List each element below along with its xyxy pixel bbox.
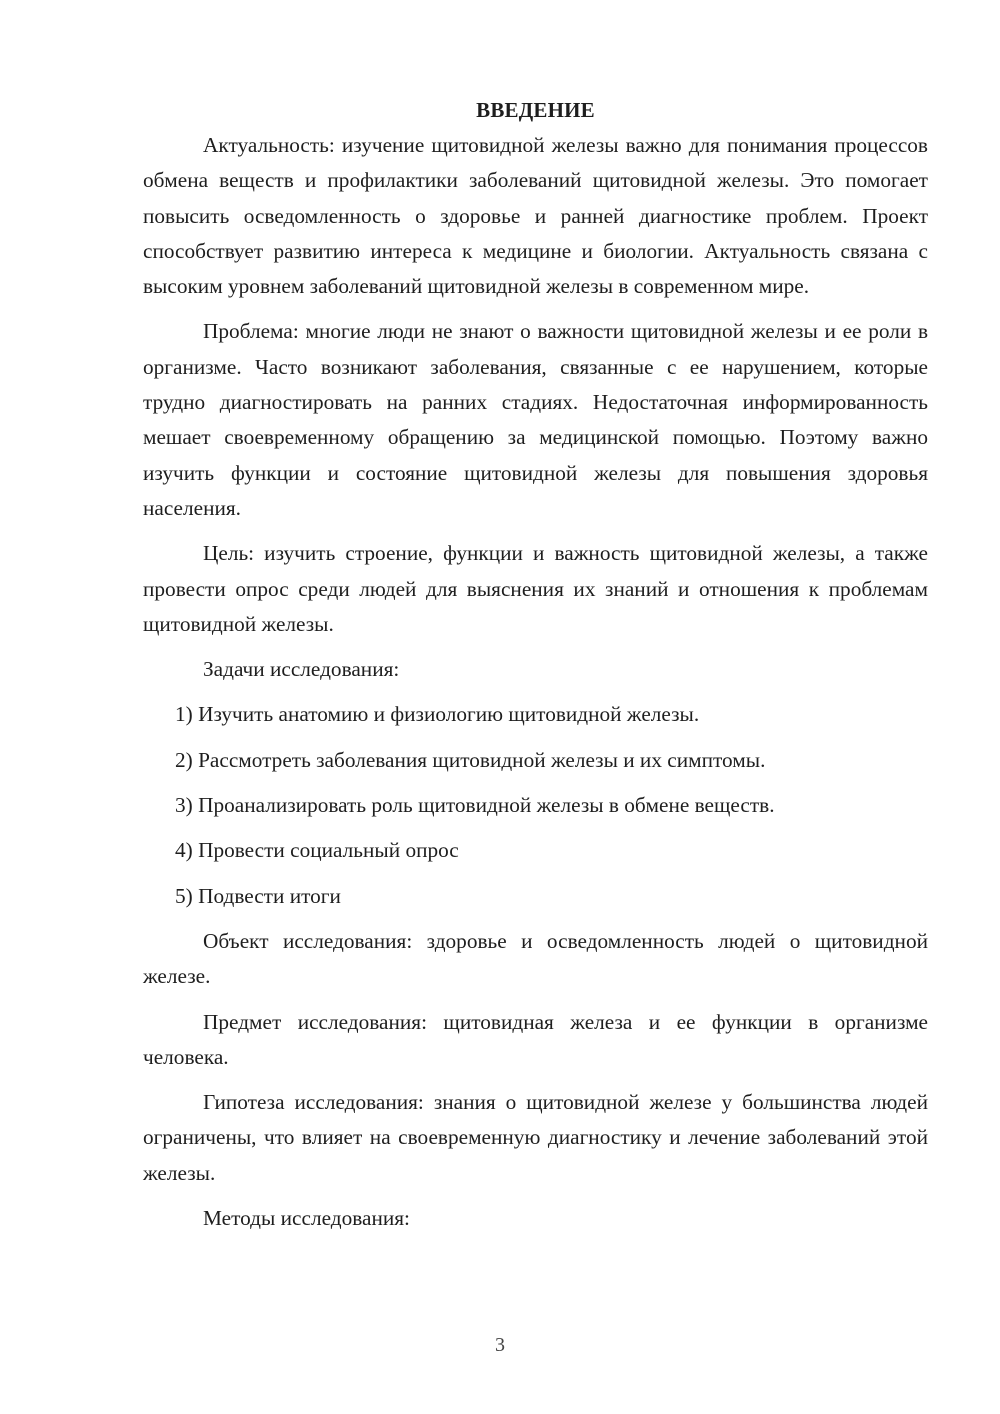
page-number: 3 [495, 1334, 505, 1356]
list-item: 2) Рассмотреть заболевания щитовидной железы и их симптомы. [175, 747, 766, 772]
document-page [143, 92, 928, 1236]
goal-paragraph: Цель: изучить строение, функции и важность щитовидной железы, а также провести опрос среди людей для выяснения их знаний и отношения к проблемам щитовидной железы. [143, 541, 928, 636]
list-item: 5) Подвести итоги [175, 883, 341, 908]
list-item: 4) Провести социальный опрос [175, 838, 459, 863]
methods-title: Методы исследования: [203, 1206, 410, 1231]
section-heading: ВВЕДЕНИЕ [476, 98, 595, 122]
subject-paragraph: Предмет исследования: щитовидная железа и ее функции в организме человека. [143, 1009, 928, 1069]
relevance-paragraph: Актуальность: изучение щитовидной железы важно для понимания процессов обмена веществ и профилактики заболеваний щитовидной железы. Это помогает повысить осведомленность о здоровье и ранней диагностике проблем. Проект способствует развитию интереса к медицине и биологии. Актуальность связана с высоким уровнем заболеваний щитовидной железы в современном мире. [143, 133, 928, 299]
problem-paragraph: Проблема: многие люди не знают о важности щитовидной железы и ее роли в организме. Часто возникают заболевания, связанные с ее нарушением, которые трудно диагностировать на ранних стадиях. Недостаточная информированность мешает своевременному обращению за медицинской помощью. Поэтому важно изучить функции и состояние щитовидной железы для повышения здоровья населения. [143, 319, 928, 520]
list-item: 1) Изучить анатомию и физиологию щитовидной железы. [175, 702, 700, 727]
tasks-list [143, 697, 928, 913]
list-item: 3) Проанализировать роль щитовидной железы в обмене веществ. [175, 793, 775, 818]
tasks-title: Задачи исследования: [203, 657, 400, 682]
object-paragraph: Объект исследования: здоровье и осведомленность людей о щитовидной железе. [143, 928, 928, 989]
hypothesis-paragraph: Гипотеза исследования: знания о щитовидной железе у большинства людей ограничены, что влияет на своевременную диагностику и лечение заболеваний этой железы. [143, 1090, 928, 1185]
